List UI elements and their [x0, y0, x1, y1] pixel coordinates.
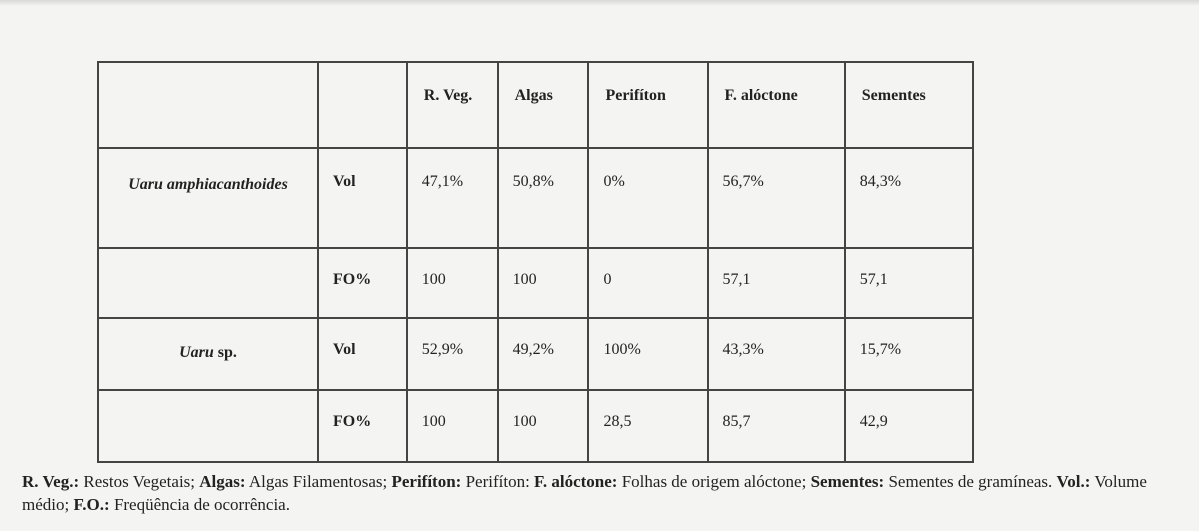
caption-term: Perifíton: — [391, 472, 462, 491]
species-cell — [98, 148, 318, 248]
value-cell: 50,8% — [498, 148, 589, 248]
value-cell: 85,7 — [708, 390, 845, 462]
table-row — [98, 248, 973, 318]
caption-desc: Volume médio; — [22, 472, 1147, 514]
measure-cell: Vol — [318, 318, 407, 390]
table-row — [98, 390, 973, 462]
measure-cell: FO% — [318, 390, 407, 462]
value-cell: 42,9 — [845, 390, 973, 462]
header-cell-r-veg: R. Veg. — [407, 62, 498, 148]
table-row — [98, 318, 973, 390]
species-name: Uaru amphiacanthoides — [128, 176, 288, 193]
value-cell: 100 — [498, 390, 589, 462]
caption-term: Algas: — [199, 472, 246, 491]
value-cell: 49,2% — [498, 318, 589, 390]
value-cell: 15,7% — [845, 318, 973, 390]
table-row — [98, 148, 973, 248]
table-header-row — [98, 62, 973, 148]
species-cell — [98, 390, 318, 462]
header-cell-algas: Algas — [498, 62, 589, 148]
caption-desc: Sementes de gramíneas. — [884, 472, 1057, 491]
header-cell-species — [98, 62, 318, 148]
value-cell: 57,1 — [845, 248, 973, 318]
caption-term: R. Veg.: — [22, 472, 80, 491]
measure-cell: Vol — [318, 148, 407, 248]
value-cell: 100% — [588, 318, 707, 390]
caption-term: Vol.: — [1056, 472, 1091, 491]
value-cell: 100 — [498, 248, 589, 318]
caption-desc: Restos Vegetais; — [79, 472, 200, 491]
caption-term: Sementes: — [810, 472, 885, 491]
measure-cell: FO% — [318, 248, 407, 318]
species-cell — [98, 248, 318, 318]
caption-term: F.O.: — [73, 495, 110, 514]
caption-desc: Algas Filamentosas; — [245, 472, 392, 491]
value-cell: 84,3% — [845, 148, 973, 248]
value-cell: 43,3% — [708, 318, 845, 390]
value-cell: 0 — [588, 248, 707, 318]
value-cell: 28,5 — [588, 390, 707, 462]
header-cell-perifiton: Perifíton — [588, 62, 707, 148]
value-cell: 57,1 — [708, 248, 845, 318]
caption-desc: Freqüência de ocorrência. — [109, 495, 290, 514]
table-caption — [22, 470, 1182, 516]
diet-table — [97, 61, 974, 463]
value-cell: 0% — [588, 148, 707, 248]
value-cell: 100 — [407, 390, 498, 462]
caption-term: F. alóctone: — [534, 472, 618, 491]
value-cell: 47,1% — [407, 148, 498, 248]
value-cell: 100 — [407, 248, 498, 318]
header-cell-sementes: Sementes — [845, 62, 973, 148]
species-cell — [98, 318, 318, 390]
page-top-edge — [0, 0, 1199, 6]
header-cell-f-aloctone: F. alóctone — [708, 62, 845, 148]
header-cell-measure — [318, 62, 407, 148]
species-suffix: sp. — [213, 344, 237, 361]
value-cell: 52,9% — [407, 318, 498, 390]
species-name: Uaru — [179, 344, 214, 361]
caption-desc: Folhas de origem alóctone; — [617, 472, 811, 491]
value-cell: 56,7% — [708, 148, 845, 248]
caption-desc: Perifíton: — [461, 472, 535, 491]
